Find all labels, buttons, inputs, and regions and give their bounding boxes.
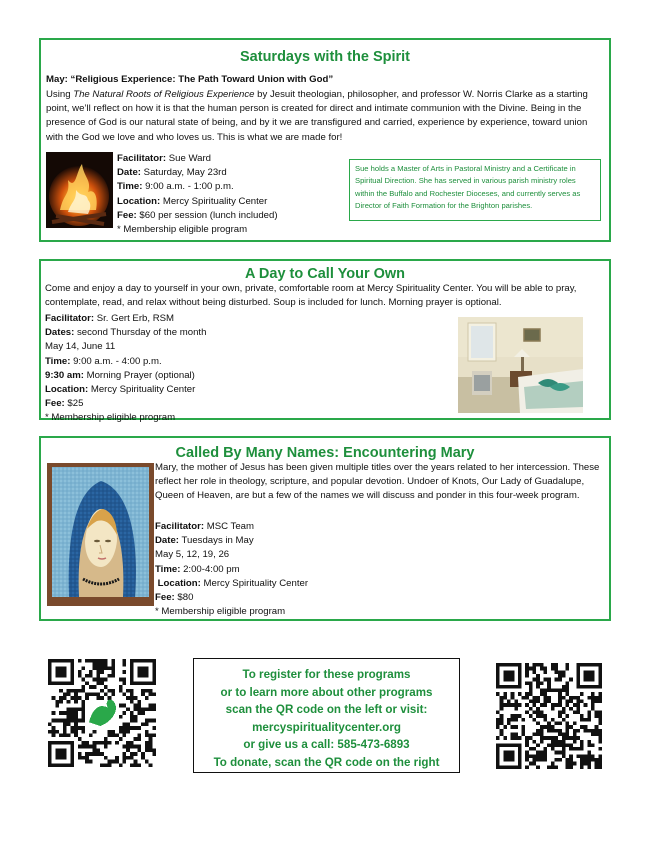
membership-note: * Membership eligible program bbox=[155, 606, 286, 618]
mary-mosaic-photo bbox=[47, 463, 154, 606]
program-details: Facilitator: Sr. Gert Erb, RSM Dates: second Thursday of the month May 14, June 11 Time: 9:00 a.m. - 4:00 p.m. 9:30 am: Morning Prayer (optional) Location: Mercy Spirituality Center Fee: $25 * Membership eligible program bbox=[45, 312, 445, 426]
register-line: or to learn more about other programs bbox=[220, 685, 433, 699]
facilitator-value: MSC Team bbox=[206, 521, 254, 532]
donate-line: To donate, scan the QR code on the right bbox=[213, 755, 440, 769]
dates-list: May 5, 12, 19, 26 bbox=[155, 549, 230, 561]
date-value: Tuesdays in May bbox=[181, 535, 254, 547]
facilitator-bio: Sue holds a Master of Arts in Pastoral Ministry and a Certificate in Spiritual Direction. She has served in various parish ministry roles within the Buffalo and Rochester Dioceses, and currently serves as Director of Faith Formation for the Brighton parishes. bbox=[349, 159, 601, 221]
fee-value: $25 bbox=[67, 398, 84, 410]
day-to-call-your-own-box bbox=[39, 259, 611, 424]
location-value: Mercy Spirituality Center bbox=[203, 577, 309, 589]
registration-info-box bbox=[193, 658, 460, 773]
book-title: The Natural Roots of Religious Experience bbox=[73, 89, 255, 100]
location-value: Mercy Spirituality Center bbox=[90, 384, 196, 396]
membership-note: * Membership eligible program bbox=[45, 412, 176, 424]
time-value: 9:00 a.m. - 4:00 p.m. bbox=[73, 355, 162, 367]
section-title: Called By Many Names: Encountering Mary bbox=[175, 445, 475, 461]
dates-list: May 14, June 11 bbox=[45, 341, 116, 353]
program-description: Using The Natural Roots of Religious Experience by Jesuit theologian, philosopher, and professor W. Norris Clarke as a starting point, we’ll reflect on how it is that the human person is created for direct and intimate communion with the Divine. Being in the presence of God is our natural state of being, and by it we are transfigured and carried, experience by experience, toward union with the God we love and who loves us. This is what we are made for! bbox=[46, 89, 588, 143]
register-qr-code[interactable] bbox=[48, 659, 156, 767]
facilitator-value: Sr. Gert Erb, RSM bbox=[96, 313, 175, 324]
saturdays-program-box bbox=[39, 38, 611, 242]
called-by-many-names-box bbox=[39, 436, 611, 621]
location-value: Mercy Spirituality Center bbox=[162, 195, 268, 207]
website-link[interactable]: mercyspiritualitycenter.org bbox=[252, 720, 401, 734]
fee-value: $80 bbox=[177, 592, 194, 604]
register-line: To register for these programs bbox=[242, 668, 411, 681]
program-subtitle: May: “Religious Experience: The Path Toward Union with God” bbox=[46, 74, 334, 85]
dates-value: second Thursday of the month bbox=[77, 327, 207, 339]
fire-photo bbox=[46, 152, 113, 228]
section-title: A Day to Call Your Own bbox=[244, 266, 406, 282]
donate-qr-code[interactable] bbox=[496, 663, 602, 769]
facilitator-value: Sue Ward bbox=[168, 153, 212, 164]
program-description: Mary, the mother of Jesus has been given multiple titles over the years related to her intercession. These reflect her role in theology, scripture, and popular devotion. Undoer of Knots, Our Lady of Guadalupe, Queen of Heaven, are but a few of the names we will discuss and ponder in this four-week program. bbox=[155, 462, 600, 502]
prayer-value: Morning Prayer (optional) bbox=[86, 369, 195, 381]
fee-value: $60 per session (lunch included) bbox=[139, 209, 278, 221]
section-title: Saturdays with the Spirit bbox=[240, 49, 410, 65]
bedroom-photo bbox=[458, 317, 583, 413]
time-value: 2:00-4:00 pm bbox=[183, 563, 240, 575]
program-details: Facilitator: MSC Team Date: Tuesdays in May May 5, 12, 19, 26 Time: 2:00-4:00 pm Location: Mercy Spirituality Center Fee: $80 * Membership eligible program bbox=[155, 520, 455, 619]
time-value: 9:00 a.m. - 1:00 p.m. bbox=[145, 181, 234, 193]
membership-note: * Membership eligible program bbox=[117, 224, 248, 236]
date-value: Saturday, May 23rd bbox=[143, 167, 227, 179]
program-details: Facilitator: Sue Ward Date: Saturday, May 23rd Time: 9:00 a.m. - 1:00 p.m. Location: Mercy Spirituality Center Fee: $60 per session (lunch included) * Membership eligible program bbox=[117, 152, 347, 237]
register-line: scan the QR code on the left or visit: bbox=[225, 703, 428, 716]
phone-line: or give us a call: 585-473-6893 bbox=[243, 738, 410, 751]
program-description: Come and enjoy a day to yourself in your own, private, comfortable room at Mercy Spirituality Center. You will be able to pray, contemplate, read, and relax without being disturbed. Soup is included for lunch. Morning prayer is optional. bbox=[45, 283, 577, 309]
